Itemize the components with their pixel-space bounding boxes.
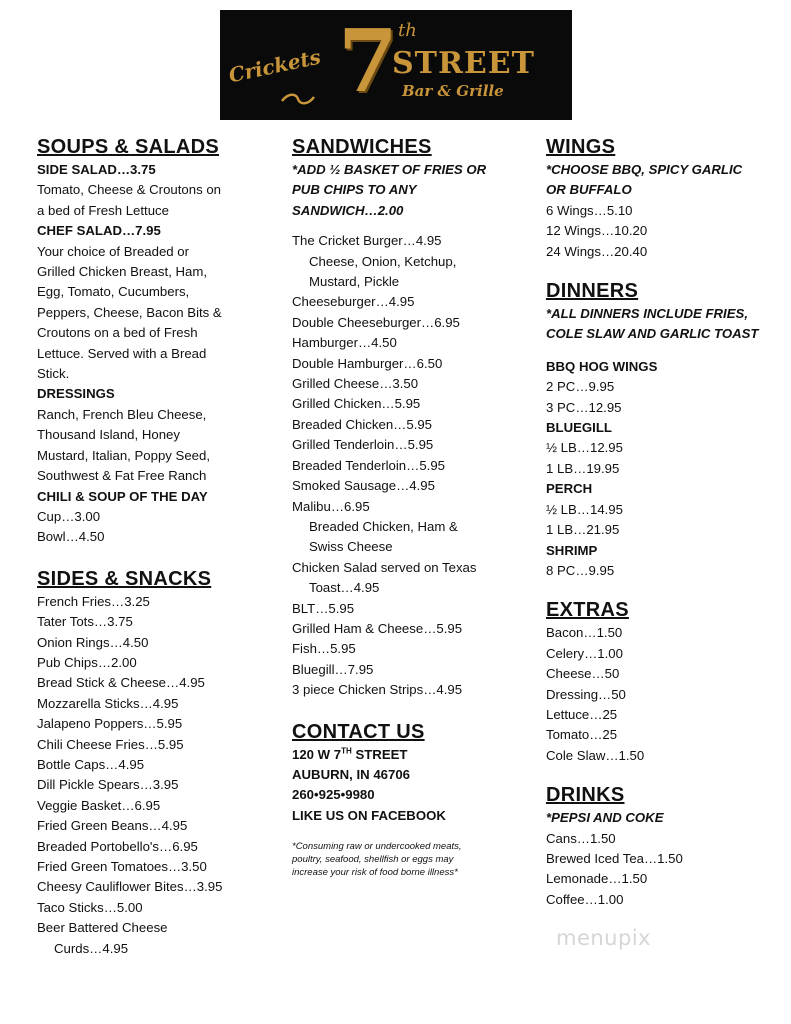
item-description: Cheese, Onion, Ketchup, <box>309 253 457 269</box>
menu-item: Grilled Tenderloin…5.95 <box>292 437 434 453</box>
menu-item: Breaded Tenderloin…5.95 <box>292 457 445 473</box>
menu-item: Dill Pickle Spears…3.95 <box>37 777 179 793</box>
chef-salad-description: Your choice of Breaded or <box>37 243 190 259</box>
menu-item: Bowl…4.50 <box>37 529 105 545</box>
menu-item: Lemonade…1.50 <box>546 871 648 887</box>
extras-list <box>546 623 786 766</box>
menu-item: Coffee…1.00 <box>546 891 624 907</box>
chili-soup-title: CHILI & SOUP OF THE DAY <box>37 488 208 504</box>
menu-item: Cheese…50 <box>546 666 620 682</box>
sandwich-note: SANDWICH…2.00 <box>292 202 404 218</box>
menu-item: Breaded Chicken…5.95 <box>292 416 433 432</box>
contact-facebook: LIKE US ON FACEBOOK <box>292 807 446 823</box>
menu-item: Double Cheeseburger…6.95 <box>292 314 460 330</box>
menu-item: ½ LB…14.95 <box>546 501 623 517</box>
menu-item: Bottle Caps…4.95 <box>37 756 145 772</box>
chef-salad-description: Grilled Chicken Breast, Ham, <box>37 264 208 280</box>
menu-item: Breaded Portobello's…6.95 <box>37 838 198 854</box>
menu-item: Chicken Salad served on Texas <box>292 559 477 575</box>
menu-item: Grilled Cheese…3.50 <box>292 376 419 392</box>
dressings-list: Mustard, Italian, Poppy Seed, <box>37 447 211 463</box>
menu-item: 3 PC…12.95 <box>546 399 622 415</box>
menu-item: Onion Rings…4.50 <box>37 634 149 650</box>
menu-item: Fish…5.95 <box>292 641 356 657</box>
section-title-soups-salads: SOUPS & SALADS <box>37 136 220 158</box>
menu-item: 3 piece Chicken Strips…4.95 <box>292 682 463 698</box>
chef-salad-item: CHEF SALAD…7.95 <box>37 223 161 239</box>
side-salad-description: a bed of Fresh Lettuce <box>37 202 169 218</box>
menu-item: French Fries…3.25 <box>37 593 150 609</box>
menu-item: Mozzarella Sticks…4.95 <box>37 695 179 711</box>
sandwich-list <box>292 599 532 701</box>
address-line: STREET <box>351 746 408 762</box>
address-superscript: TH <box>341 746 352 756</box>
logo-crickets: Crickets <box>226 44 323 88</box>
menu-item: Celery…1.00 <box>546 645 623 661</box>
menu-item: Cheesy Cauliflower Bites…3.95 <box>37 879 223 895</box>
section-title-extras: EXTRAS <box>546 599 629 622</box>
menu-item: Lettuce…25 <box>546 706 618 722</box>
menu-item: Cheeseburger…4.95 <box>292 294 415 310</box>
dinner-group-title: BBQ HOG WINGS <box>546 358 658 374</box>
menu-item: Grilled Chicken…5.95 <box>292 396 421 412</box>
address-line: 120 W 7 <box>292 746 342 762</box>
restaurant-logo <box>220 10 572 120</box>
menu-item: The Cricket Burger…4.95 <box>292 233 442 249</box>
menu-item: Tomato…25 <box>546 727 618 743</box>
chef-salad-description: Croutons on a bed of Fresh <box>37 325 198 341</box>
sandwich-list <box>292 292 532 516</box>
menu-item: Pub Chips…2.00 <box>37 654 137 670</box>
menu-item: Jalapeno Poppers…5.95 <box>37 716 183 732</box>
section-title-drinks: DRINKS <box>546 784 625 807</box>
sandwich-note: *ADD ½ BASKET OF FRIES OR <box>292 162 487 177</box>
section-title-wings: WINGS <box>546 136 616 158</box>
logo-seven: 7 <box>338 11 398 112</box>
menu-item: 8 PC…9.95 <box>546 562 615 578</box>
menu-item: Chili Cheese Fries…5.95 <box>37 736 184 752</box>
menu-item: 1 LB…19.95 <box>546 460 620 476</box>
menu-item: Double Hamburger…6.50 <box>292 355 443 371</box>
menu-item: Smoked Sausage…4.95 <box>292 478 435 494</box>
dinner-group-title: PERCH <box>546 481 593 497</box>
item-description: Swiss Cheese <box>309 539 393 555</box>
section-title-sides-snacks: SIDES & SNACKS <box>37 567 212 590</box>
contact-phone: 260•925•9980 <box>292 787 375 803</box>
section-title-contact-us: CONTACT US <box>292 720 425 743</box>
section-title-dinners: DINNERS <box>546 280 639 303</box>
menu-item: Beer Battered Cheese <box>37 920 168 936</box>
side-salad-item: SIDE SALAD…3.75 <box>37 162 156 177</box>
dressings-list: Southwest & Fat Free Ranch <box>37 468 207 484</box>
menu-item: Curds…4.95 <box>54 940 129 956</box>
menu-item: Cole Slaw…1.50 <box>546 747 645 763</box>
wings-note: *CHOOSE BBQ, SPICY GARLIC <box>546 162 743 177</box>
contact-city: AUBURN, IN 46706 <box>292 766 410 782</box>
column-left <box>37 134 272 959</box>
food-disclaimer: poultry, seafood, shellfish or eggs may <box>292 854 454 866</box>
menu-item: 6 Wings…5.10 <box>546 202 633 218</box>
menu-item: Brewed Iced Tea…1.50 <box>546 850 683 866</box>
menu-item: Taco Sticks…5.00 <box>37 899 143 915</box>
menu-item: ½ LB…12.95 <box>546 440 623 456</box>
contact-address <box>292 745 532 765</box>
dinner-group-title: BLUEGILL <box>546 420 612 436</box>
menu-item: Dressing…50 <box>546 686 626 702</box>
item-description: Mustard, Pickle <box>309 274 400 290</box>
menupix-watermark: menupix <box>556 926 652 950</box>
dressings-list: Ranch, French Bleu Cheese, <box>37 406 207 422</box>
dinner-group-title: SHRIMP <box>546 542 598 558</box>
logo-street: STREET <box>392 46 535 81</box>
menu-item: Toast…4.95 <box>309 580 380 596</box>
menu-item: 1 LB…21.95 <box>546 522 620 538</box>
menu-item: Bacon…1.50 <box>546 625 623 641</box>
drinks-note: *PEPSI AND COKE <box>546 810 664 826</box>
menu-item: Veggie Basket…6.95 <box>37 797 161 813</box>
logo-th: th <box>398 20 417 41</box>
side-salad-description: Tomato, Cheese & Croutons on <box>37 182 221 198</box>
menu-item: 24 Wings…20.40 <box>546 243 648 259</box>
dinners-note: *ALL DINNERS INCLUDE FRIES, <box>546 306 748 322</box>
column-middle <box>292 134 532 879</box>
item-description: Breaded Chicken, Ham & <box>309 518 458 534</box>
logo-bar-grille: Bar & Grille <box>402 82 504 100</box>
dressings-list: Thousand Island, Honey <box>37 427 180 443</box>
menu-item: Bread Stick & Cheese…4.95 <box>37 675 205 691</box>
chef-salad-description: Stick. <box>37 366 70 382</box>
dressings-title: DRESSINGS <box>37 386 115 402</box>
wings-note: OR BUFFALO <box>546 182 632 198</box>
menu-item: Fried Green Beans…4.95 <box>37 818 188 834</box>
menu-item: Tater Tots…3.75 <box>37 614 133 630</box>
chef-salad-description: Lettuce. Served with a Bread <box>37 345 207 361</box>
menu-item: Malibu…6.95 <box>292 498 370 514</box>
column-right <box>546 134 786 910</box>
menu-item: Fried Green Tomatoes…3.50 <box>37 859 207 874</box>
menu-item: Grilled Ham & Cheese…5.95 <box>292 620 463 636</box>
menu-item: 2 PC…9.95 <box>546 379 615 395</box>
menu-item: Hamburger…4.50 <box>292 335 397 351</box>
menu-item: 12 Wings…10.20 <box>546 223 648 239</box>
food-disclaimer: increase your risk of food borne illness* <box>292 867 458 879</box>
section-title-sandwiches: SANDWICHES <box>292 136 432 158</box>
sides-list <box>37 592 272 939</box>
logo-swirl-ornament <box>280 90 320 113</box>
sandwich-note: PUB CHIPS TO ANY <box>292 182 417 198</box>
chef-salad-description: Peppers, Cheese, Bacon Bits & <box>37 304 222 320</box>
food-disclaimer: *Consuming raw or undercooked meats, <box>292 841 462 853</box>
menu-item: Cans…1.50 <box>546 830 616 846</box>
dinners-note: COLE SLAW AND GARLIC TOAST <box>546 326 759 342</box>
menu-item: Cup…3.00 <box>37 508 101 524</box>
drinks-list <box>546 829 786 911</box>
menu-item: Bluegill…7.95 <box>292 661 374 677</box>
menu-item: BLT…5.95 <box>292 600 355 616</box>
chef-salad-description: Egg, Tomato, Cucumbers, <box>37 284 190 300</box>
